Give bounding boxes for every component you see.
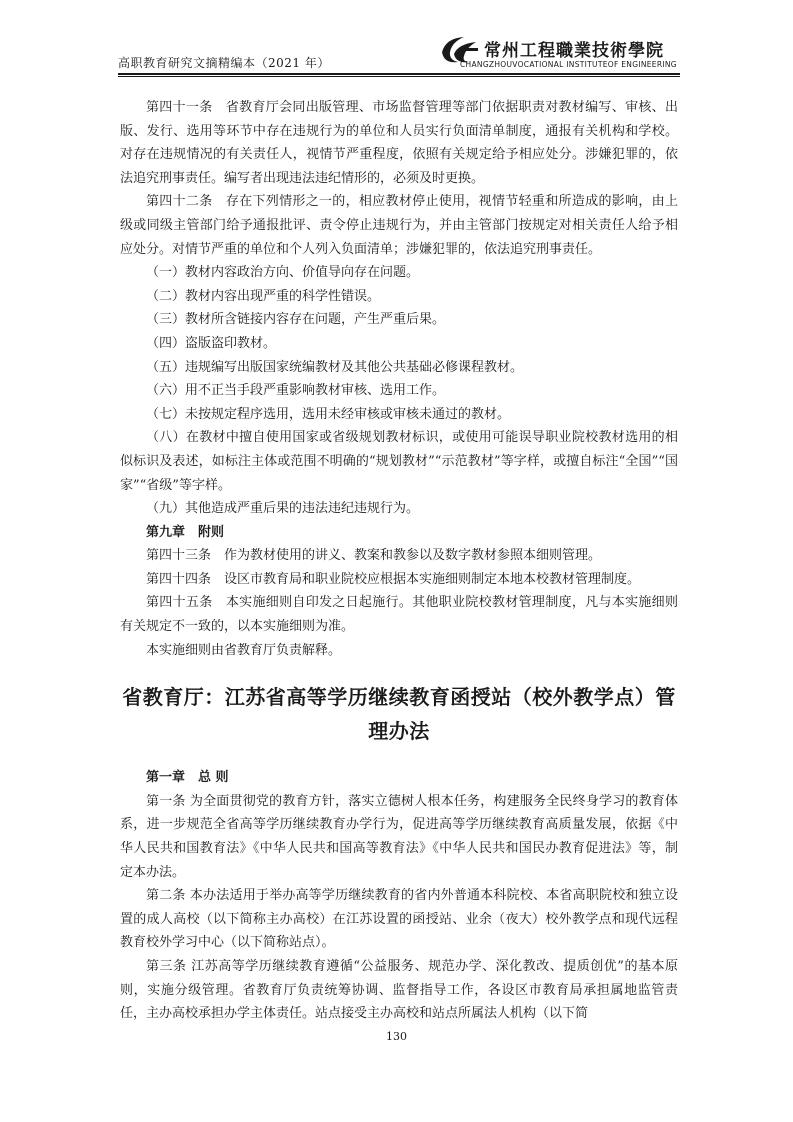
article-3: 第三条 江苏高等学历继续教育遵循“公益服务、规范办学、深化教改、提质创优”的基本原则，实施分级管理。省教育厅负责统筹协调、监督指导工作，各设区市教育局承担属地监管责任，主办高校承担办学主体责任。站点接受主办高校和站点所属法人机构（以下简 [120,959,678,1022]
document-title: 省教育厅：江苏省高等学历继续教育函授站（校外教学点）管理办法 [122,685,676,744]
list-item: （一）教材内容政治方向、价值导向存在问题。 [146,265,420,281]
list-item: （七）未按规定程序选用，选用未经审核或审核未通过的教材。 [146,406,511,422]
list-item: （四）盗版盗印教材。 [146,335,277,351]
article-44: 第四十四条 设区市教育局和职业院校应根据本实施细则制定本地本校教材管理制度。 [146,571,641,587]
list-item: （五）违规编写出版国家统编教材及其他公共基础必修课程教材。 [146,359,524,375]
article-41: 第四十一条 省教育厅会同出版管理、市场监督管理等部门依据职责对教材编写、审核、出版、发行、选用等环节中存在违规行为的单位和人员实行负面清单制度，通报有关机构和学校。对存在违规情况的有关责任人，视情节严重程度，依照有关规定给予相应处分。涉嫌犯罪的，依法追究刑事责任。编写者出现违法违纪情形的，必须及时更换。 [120,100,678,186]
chapter-9-heading: 第九章 附则 [146,524,225,540]
list-item: （三）教材所含链接内容存在问题，产生严重后果。 [146,312,446,328]
article-45: 第四十五条 本实施细则自印发之日起施行。其他职业院校教材管理制度，凡与本实施细则有关规定不一致的，以本实施细则为准。 [120,595,678,635]
article-1: 第一条 为全面贯彻党的教育方针，落实立德树人根本任务，构建服务全民终身学习的教育体系，进一步规范全省高等学历继续教育办学行为，促进高等学历继续教育高质量发展，依据《中华人民共和国教育法》《中华人民共和国高等教育法》《中华人民共和国民办教育促进法》等，制定本办法。 [120,793,678,880]
page-number: 130 [386,1030,407,1043]
header-rule-thick [118,73,680,75]
page-header [118,32,680,76]
list-item: （二）教材内容出现严重的科学性错误。 [146,288,381,304]
page-content [120,96,678,1026]
interpretation-note: 本实施细则由省教育厅负责解释。 [146,642,342,658]
list-item: （九）其他造成严重后果的违法违纪违规行为。 [146,501,420,517]
college-name-en: CHANGZHOUVOCATIONAL INSTITUTEOF ENGINEERING [460,60,677,69]
chapter-1-heading: 第一章 总 则 [146,770,229,786]
header-publication-title: 高职教育研究文摘精编本（2021 年） [118,56,330,70]
college-name-cn: 常州工程職業技術學院 [484,41,664,61]
article-2: 第二条 本办法适用于举办高等学历继续教育的省内外普通本科院校、本省高职院校和独立设置的成人高校（以下简称主办高校）在江苏设置的函授站、业余（夜大）校外教学点和现代远程教育校外学习中心（以下简称站点）。 [120,888,678,951]
list-item: （八）在教材中擅自使用国家或省级规划教材标识，或使用可能误导职业院校教材选用的相似标识及表述，如标注主体或范围不明确的“规划教材”“示范教材”等字样，或擅自标注“全国”“国家”“省级”等字样。 [120,430,678,493]
header-rule-thin [118,76,680,77]
article-42: 第四十二条 存在下列情形之一的，相应教材停止使用，视情节轻重和所造成的影响，由上级或同级主管部门给予通报批评、责令停止违规行为，并由主管部门按规定对相关责任人给予相应处分。对情节严重的单位和个人列入负面清单；涉嫌犯罪的，依法追究刑事责任。 [120,194,678,257]
article-43: 第四十三条 作为教材使用的讲义、教案和教参以及数字教材参照本细则管理。 [146,548,602,564]
list-item: （六）用不正当手段严重影响教材审核、选用工作。 [146,383,446,399]
